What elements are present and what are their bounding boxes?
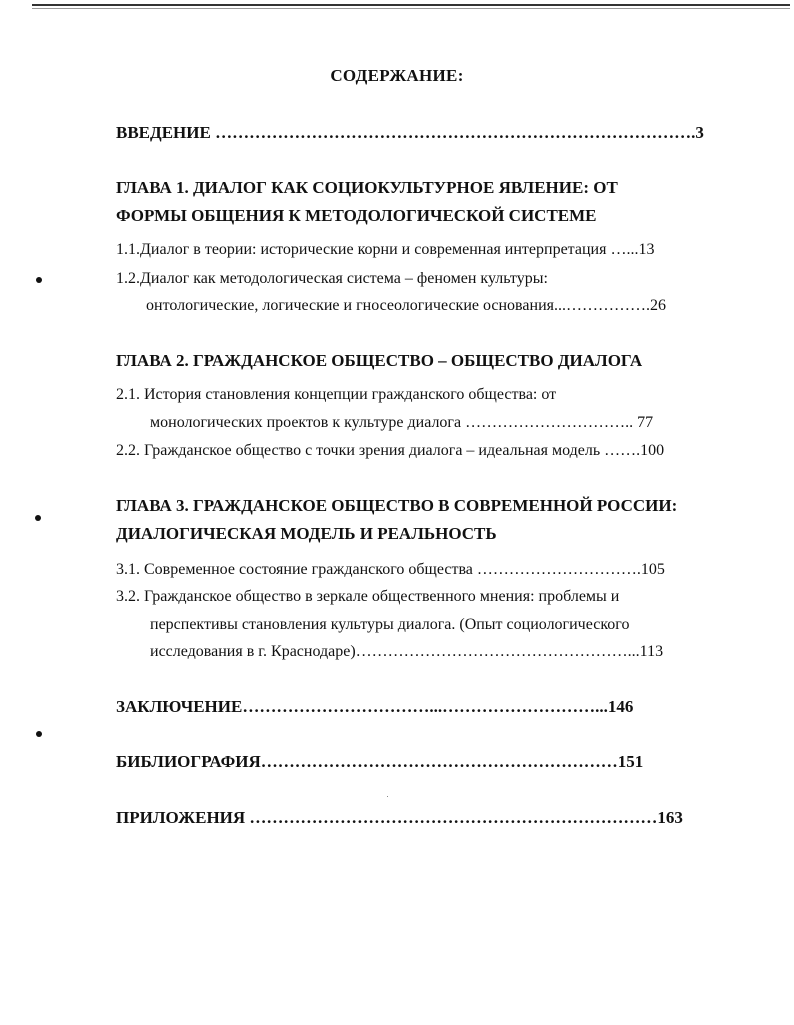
margin-mark <box>36 731 42 737</box>
toc-chapter-1-line-2: ФОРМЫ ОБЩЕНИЯ К МЕТОДОЛОГИЧЕСКОЙ СИСТЕМЕ <box>116 206 597 225</box>
toc-section-2-1-line-1: 2.1. История становления концепции гражданского общества: от <box>116 386 557 403</box>
toc-section-2-2: 2.2. Гражданское общество с точки зрения диалога – идеальная модель …….100 <box>116 442 665 459</box>
toc-chapter-3-line-2: ДИАЛОГИЧЕСКАЯ МОДЕЛЬ И РЕАЛЬНОСТЬ <box>116 524 497 543</box>
top-rule <box>32 4 790 6</box>
margin-mark <box>36 277 42 283</box>
toc-section-1-2-line-2: онтологические, логические и гносеологические основания...…………….26 <box>146 297 666 314</box>
toc-section-3-2-line-1: 3.2. Гражданское общество в зеркале общественного мнения: проблемы и <box>116 588 620 605</box>
margin-mark <box>35 515 41 521</box>
top-rule-thin <box>32 8 790 9</box>
toc-section-3-2-line-2: перспективы становления культуры диалога. (Опыт социологического <box>150 616 630 633</box>
toc-bibliography: БИБЛИОГРАФИЯ………………………………………………………151 <box>116 752 644 771</box>
toc-section-1-2-line-1: 1.2.Диалог как методологическая система – феномен культуры: <box>116 270 548 287</box>
page-title: СОДЕРЖАНИЕ: <box>330 66 464 85</box>
toc-chapter-1-line-1: ГЛАВА 1. ДИАЛОГ КАК СОЦИОКУЛЬТУРНОЕ ЯВЛЕНИЕ: ОТ <box>116 178 618 197</box>
toc-section-3-1: 3.1. Современное состояние гражданского общества ………………………….105 <box>116 561 665 578</box>
scan-speck <box>387 796 388 797</box>
toc-section-1-1: 1.1.Диалог в теории: исторические корни и современная интерпретация …...13 <box>116 241 655 258</box>
toc-chapter-3-line-1: ГЛАВА 3. ГРАЖДАНСКОЕ ОБЩЕСТВО В СОВРЕМЕННОЙ РОССИИ: <box>116 496 678 515</box>
toc-appendix: ПРИЛОЖЕНИЯ ………………………………………………………………163 <box>116 808 683 827</box>
toc-section-2-1-line-2: монологических проектов к культуре диалога ………………………….. 77 <box>150 414 654 431</box>
toc-section-3-2-line-3: исследования в г. Краснодаре)……………………………………………...113 <box>150 643 664 660</box>
toc-conclusion: ЗАКЛЮЧЕНИЕ……………………………...………………………...146 <box>116 697 634 716</box>
toc-chapter-2: ГЛАВА 2. ГРАЖДАНСКОЕ ОБЩЕСТВО – ОБЩЕСТВО ДИАЛОГА <box>116 351 643 370</box>
toc-introduction: ВВЕДЕНИЕ ………………………………………………………………………….3 <box>116 123 704 142</box>
